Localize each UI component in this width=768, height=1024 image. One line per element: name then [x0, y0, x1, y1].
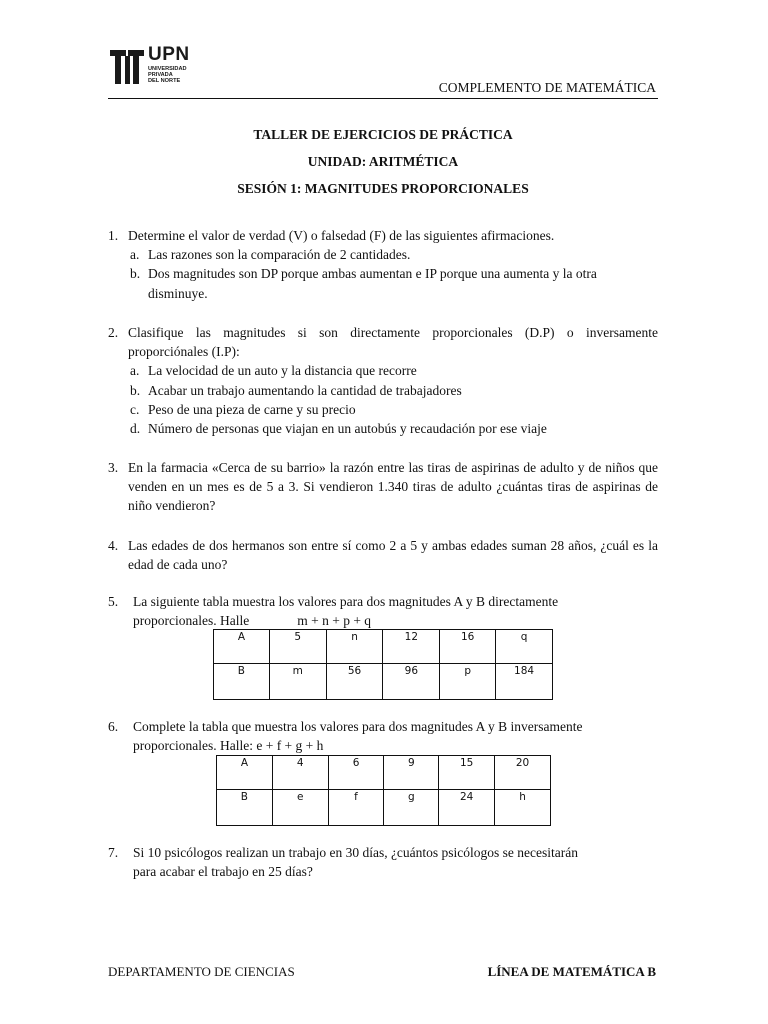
question-4: 4. Las edades de dos hermanos son entre sí como 2 a 5 y ambas edades suman 28 años, ¿cuál es la edad de cada uno? — [108, 536, 658, 574]
question-4-text: Las edades de dos hermanos son entre sí como 2 a 5 y ambas edades suman 28 años, ¿cuál es la edad de cada uno? — [128, 538, 658, 573]
question-5-text: La siguiente tabla muestra los valores para dos magnitudes A y B directamente proporcionales. Halle m + n + p + q — [133, 594, 559, 629]
question-5-expression: m + n + p + q — [297, 613, 372, 629]
question-7: 7. Si 10 psicólogos realizan un trabajo en 30 días, ¿cuántos psicólogos se necesitarán para acabar el trabajo en 25 días? — [108, 843, 658, 881]
question-2-item-d: d. Número de personas que viajan en un autobús y recaudación por ese viaje — [130, 421, 547, 437]
question-2-item-c: c. Peso de una pieza de carne y su precio — [130, 401, 356, 417]
question-7-text: Si 10 psicólogos realizan un trabajo en 30 días, ¿cuántos psicólogos se necesitarán para acabar el trabajo en 25 días? — [133, 845, 579, 880]
question-5: 5. La siguiente tabla muestra los valores para dos magnitudes A y B directamente proporcionales. Halle m + n + p + q — [108, 592, 658, 630]
upn-logo-mark-icon — [108, 46, 148, 86]
table-row: B m 56 96 p 184 — [214, 664, 553, 700]
question-3: 3. En la farmacia «Cerca de su barrio» la razón entre las tiras de aspirinas de adulto y de niños que venden en un mes es de 5 a 3. Si vendieron 1.340 tiras de adulto ¿cuántas tiras de aspirinas de niño vendieron? — [108, 458, 658, 516]
unit-title: UNIDAD: ARITMÉTICA — [307, 154, 459, 169]
question-1-item-b: b. Dos magnitudes son DP porque ambas aumentan e IP porque una aumenta y la otra disminuye. — [130, 266, 597, 301]
question-6-text: Complete la tabla que muestra los valores para dos magnitudes A y B inversamente proporcionales. Halle: e + f + g + h — [133, 719, 583, 754]
table-row: B e f g 24 h — [217, 790, 551, 826]
question-1: 1. Determine el valor de verdad (V) o falsedad (F) de las siguientes afirmaciones. a. Las razones son la comparación de 2 cantidades. b. Dos magnitudes son DP porque ambas aumentan e IP porque una aumenta y la otra disminuye. — [108, 226, 658, 303]
session-title: SESIÓN 1: MAGNITUDES PROPORCIONALES — [237, 181, 529, 196]
question-2: 2. Clasifique las magnitudes si son directamente proporcionales (D.P) o inversamente proporciónales (I.P): a. La velocidad de un auto y la distancia que recorre b. Acabar un trabajo aumentando la cantidad de trabajadores c. Peso de una pieza de carne y su precio d. Número de personas que viajan en un autobús y recaudación por ese viaje — [108, 323, 658, 438]
question-5-table — [213, 629, 553, 700]
question-2-item-b: b. Acabar un trabajo aumentando la cantidad de trabajadores — [130, 382, 462, 398]
question-1-item-a: a. Las razones son la comparación de 2 cantidades. — [130, 247, 411, 263]
question-3-text: En la farmacia «Cerca de su barrio» la razón entre las tiras de aspirinas de adulto y de niños que venden en un mes es de 5 a 3. Si vendieron 1.340 tiras de adulto ¿cuántas tiras de aspirinas de niño vendieron? — [128, 460, 658, 514]
document-titles — [108, 126, 658, 207]
header-divider — [108, 98, 658, 99]
footer-line: LÍNEA DE MATEMÁTICA B — [487, 964, 656, 979]
question-6: 6. Complete la tabla que muestra los valores para dos magnitudes A y B inversamente proporcionales. Halle: e + f + g + h — [108, 717, 658, 755]
logo-subtitle: UNIVERSIDAD PRIVADA DEL NORTE — [148, 66, 187, 84]
footer-department: DEPARTAMENTO DE CIENCIAS — [108, 964, 295, 979]
question-2-item-a: a. La velocidad de un auto y la distancia que recorre — [130, 363, 417, 379]
question-6-table — [216, 755, 551, 826]
upn-logo — [108, 44, 198, 90]
question-1-text: Determine el valor de verdad (V) o falsedad (F) de las siguientes afirmaciones. — [128, 228, 555, 243]
course-title: COMPLEMENTO DE MATEMÁTICA — [438, 80, 656, 95]
question-2-text: Clasifique las magnitudes si son directamente proporcionales (D.P) o inversamente proporciónales (I.P): — [128, 325, 658, 360]
table-row: A 4 6 9 15 20 — [217, 756, 551, 790]
worksheet-title: TALLER DE EJERCICIOS DE PRÁCTICA — [253, 127, 513, 142]
logo-wordmark: UPN — [148, 44, 190, 65]
table-row: A 5 n 12 16 q — [214, 630, 553, 664]
